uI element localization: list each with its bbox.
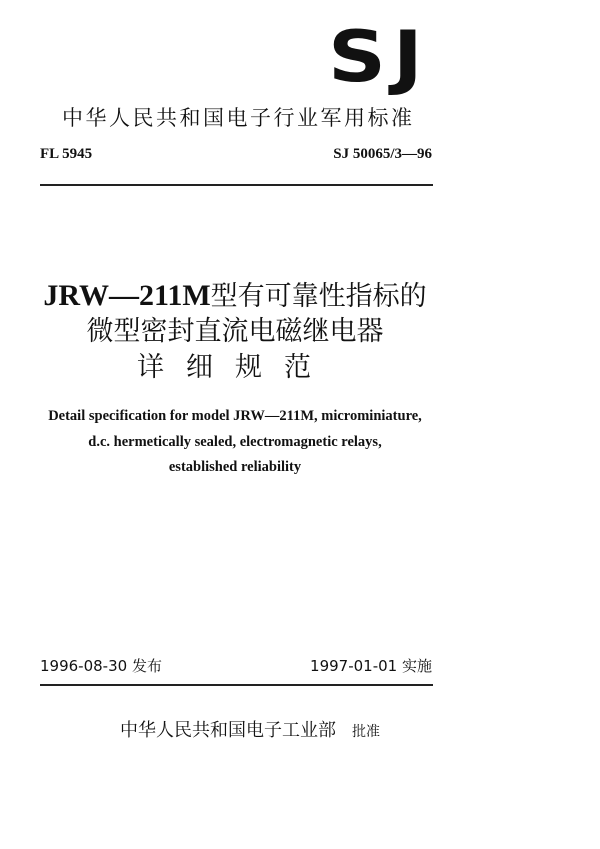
standard-number: SJ 50065/3—96 <box>333 146 432 162</box>
title-line-1 <box>0 278 470 315</box>
english-title-line-1: Detail specification for model JRW—211M, microminiature, <box>48 408 422 424</box>
classification-code: FL 5945 <box>40 146 93 162</box>
approving-authority: 中华人民共和国电子工业部 <box>120 720 336 741</box>
english-title-line-2: d.c. hermetically sealed, electromagnetic relays, <box>88 434 382 450</box>
english-title-line-3: established reliability <box>168 459 302 475</box>
title-line-1-text: 型有可靠性指标的 <box>210 281 427 312</box>
title-line-2: 微型密封直流电磁继电器 <box>86 316 384 347</box>
approval-line <box>120 716 380 742</box>
footer-divider <box>40 684 433 686</box>
model-name: JRW—211M <box>43 279 211 312</box>
title-line-3: 详细规范 <box>137 352 333 383</box>
issue-date: 1996-08-30 发布 <box>40 657 162 675</box>
organization-title: 中华人民共和国电子行业军用标准 <box>62 106 415 130</box>
header-divider <box>40 184 433 186</box>
sj-logo: SJ <box>328 16 430 98</box>
effective-date: 1997-01-01 实施 <box>310 657 432 675</box>
approval-action: 批准 <box>352 724 380 740</box>
